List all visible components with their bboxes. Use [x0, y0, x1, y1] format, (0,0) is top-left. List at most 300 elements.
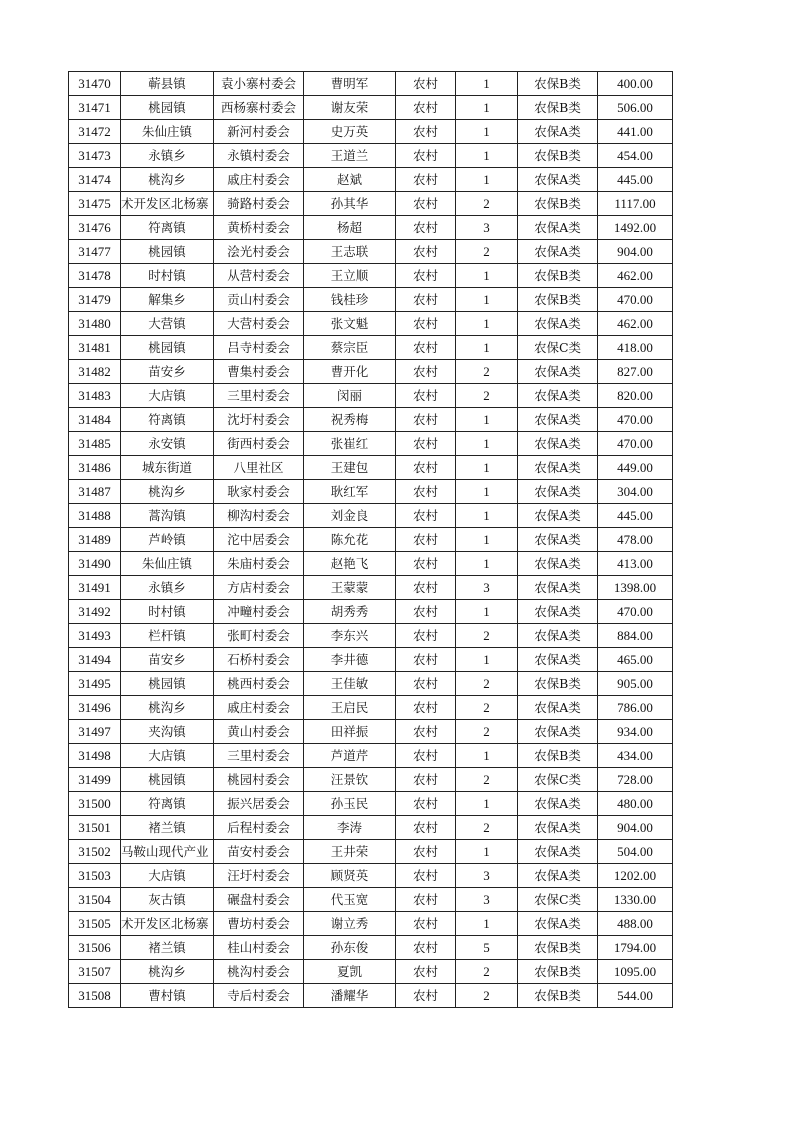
amount-cell: 462.00: [598, 264, 673, 288]
village-cell: 寺后村委会: [214, 984, 304, 1008]
village-cell: 桃西村委会: [214, 672, 304, 696]
category-cell: 农保A类: [518, 576, 598, 600]
village-cell: 永镇村委会: [214, 144, 304, 168]
member-count-cell: 1: [456, 312, 518, 336]
row-id-cell: 31487: [69, 480, 121, 504]
village-cell: 耿家村委会: [214, 480, 304, 504]
name-cell: 李涛: [304, 816, 396, 840]
town-cell: 桃沟乡: [121, 168, 214, 192]
household-type-cell: 农村: [396, 504, 456, 528]
name-cell: 孙东俊: [304, 936, 396, 960]
row-id-cell: 31485: [69, 432, 121, 456]
town-cell: 桃园镇: [121, 96, 214, 120]
name-cell: 钱桂珍: [304, 288, 396, 312]
village-cell: 新河村委会: [214, 120, 304, 144]
table-row: [69, 528, 673, 552]
category-cell: 农保A类: [518, 648, 598, 672]
row-id-cell: 31476: [69, 216, 121, 240]
category-cell: 农保A类: [518, 624, 598, 648]
row-id-cell: 31499: [69, 768, 121, 792]
name-cell: 李东兴: [304, 624, 396, 648]
table-row: [69, 504, 673, 528]
table-row: [69, 600, 673, 624]
amount-cell: 413.00: [598, 552, 673, 576]
name-cell: 耿红军: [304, 480, 396, 504]
household-type-cell: 农村: [396, 816, 456, 840]
town-cell: 桃园镇: [121, 768, 214, 792]
village-cell: 柳沟村委会: [214, 504, 304, 528]
row-id-cell: 31508: [69, 984, 121, 1008]
name-cell: 汪景钦: [304, 768, 396, 792]
town-cell: 大店镇: [121, 864, 214, 888]
category-cell: 农保A类: [518, 456, 598, 480]
row-id-cell: 31502: [69, 840, 121, 864]
row-id-cell: 31505: [69, 912, 121, 936]
amount-cell: 1095.00: [598, 960, 673, 984]
name-cell: 王井荣: [304, 840, 396, 864]
town-cell: 城东街道: [121, 456, 214, 480]
table-row: [69, 960, 673, 984]
household-type-cell: 农村: [396, 264, 456, 288]
category-cell: 农保A类: [518, 720, 598, 744]
row-id-cell: 31494: [69, 648, 121, 672]
town-cell: 桃沟乡: [121, 696, 214, 720]
row-id-cell: 31471: [69, 96, 121, 120]
category-cell: 农保A类: [518, 600, 598, 624]
table-row: [69, 672, 673, 696]
table-row: [69, 72, 673, 96]
household-type-cell: 农村: [396, 528, 456, 552]
amount-cell: 478.00: [598, 528, 673, 552]
town-cell: 术开发区北杨寨: [121, 192, 214, 216]
household-type-cell: 农村: [396, 192, 456, 216]
category-cell: 农保A类: [518, 432, 598, 456]
household-type-cell: 农村: [396, 768, 456, 792]
town-cell: 永镇乡: [121, 576, 214, 600]
amount-cell: 434.00: [598, 744, 673, 768]
name-cell: 谢立秀: [304, 912, 396, 936]
row-id-cell: 31474: [69, 168, 121, 192]
name-cell: 夏凯: [304, 960, 396, 984]
name-cell: 王佳敏: [304, 672, 396, 696]
category-cell: 农保C类: [518, 888, 598, 912]
household-type-cell: 农村: [396, 96, 456, 120]
town-cell: 苗安乡: [121, 360, 214, 384]
amount-cell: 441.00: [598, 120, 673, 144]
household-type-cell: 农村: [396, 312, 456, 336]
household-type-cell: 农村: [396, 480, 456, 504]
amount-cell: 470.00: [598, 600, 673, 624]
name-cell: 王道兰: [304, 144, 396, 168]
household-type-cell: 农村: [396, 888, 456, 912]
member-count-cell: 5: [456, 936, 518, 960]
row-id-cell: 31486: [69, 456, 121, 480]
row-id-cell: 31495: [69, 672, 121, 696]
member-count-cell: 1: [456, 600, 518, 624]
amount-cell: 934.00: [598, 720, 673, 744]
row-id-cell: 31470: [69, 72, 121, 96]
household-type-cell: 农村: [396, 720, 456, 744]
amount-cell: 304.00: [598, 480, 673, 504]
category-cell: 农保A类: [518, 840, 598, 864]
name-cell: 陈允花: [304, 528, 396, 552]
household-type-cell: 农村: [396, 384, 456, 408]
town-cell: 苗安乡: [121, 648, 214, 672]
town-cell: 褚兰镇: [121, 936, 214, 960]
row-id-cell: 31500: [69, 792, 121, 816]
table-row: [69, 264, 673, 288]
village-cell: 桃园村委会: [214, 768, 304, 792]
member-count-cell: 1: [456, 336, 518, 360]
member-count-cell: 1: [456, 96, 518, 120]
table-row: [69, 240, 673, 264]
row-id-cell: 31491: [69, 576, 121, 600]
village-cell: 沱中居委会: [214, 528, 304, 552]
table-row: [69, 576, 673, 600]
category-cell: 农保B类: [518, 288, 598, 312]
town-cell: 桃园镇: [121, 336, 214, 360]
row-id-cell: 31475: [69, 192, 121, 216]
name-cell: 蔡宗臣: [304, 336, 396, 360]
table-row: [69, 432, 673, 456]
amount-cell: 904.00: [598, 816, 673, 840]
village-cell: 三里村委会: [214, 384, 304, 408]
name-cell: 祝秀梅: [304, 408, 396, 432]
table-row: [69, 360, 673, 384]
member-count-cell: 2: [456, 240, 518, 264]
amount-cell: 1330.00: [598, 888, 673, 912]
amount-cell: 449.00: [598, 456, 673, 480]
member-count-cell: 1: [456, 264, 518, 288]
village-cell: 曹集村委会: [214, 360, 304, 384]
table-row: [69, 624, 673, 648]
village-cell: 黄桥村委会: [214, 216, 304, 240]
name-cell: 王启民: [304, 696, 396, 720]
table-row: [69, 768, 673, 792]
table-row: [69, 168, 673, 192]
village-cell: 方店村委会: [214, 576, 304, 600]
table-body: [69, 72, 673, 1008]
category-cell: 农保A类: [518, 216, 598, 240]
table-row: [69, 288, 673, 312]
table-row: [69, 456, 673, 480]
village-cell: 西杨寨村委会: [214, 96, 304, 120]
category-cell: 农保A类: [518, 120, 598, 144]
category-cell: 农保B类: [518, 672, 598, 696]
category-cell: 农保A类: [518, 408, 598, 432]
village-cell: 袁小寨村委会: [214, 72, 304, 96]
amount-cell: 728.00: [598, 768, 673, 792]
village-cell: 黄山村委会: [214, 720, 304, 744]
name-cell: 杨超: [304, 216, 396, 240]
amount-cell: 1117.00: [598, 192, 673, 216]
village-cell: 从营村委会: [214, 264, 304, 288]
row-id-cell: 31483: [69, 384, 121, 408]
town-cell: 蒿沟镇: [121, 504, 214, 528]
amount-cell: 445.00: [598, 168, 673, 192]
town-cell: 大店镇: [121, 384, 214, 408]
member-count-cell: 1: [456, 480, 518, 504]
amount-cell: 400.00: [598, 72, 673, 96]
town-cell: 褚兰镇: [121, 816, 214, 840]
category-cell: 农保C类: [518, 768, 598, 792]
amount-cell: 827.00: [598, 360, 673, 384]
row-id-cell: 31504: [69, 888, 121, 912]
amount-cell: 1794.00: [598, 936, 673, 960]
category-cell: 农保A类: [518, 528, 598, 552]
row-id-cell: 31482: [69, 360, 121, 384]
village-cell: 吕寺村委会: [214, 336, 304, 360]
name-cell: 赵艳飞: [304, 552, 396, 576]
category-cell: 农保B类: [518, 744, 598, 768]
village-cell: 沈圩村委会: [214, 408, 304, 432]
row-id-cell: 31472: [69, 120, 121, 144]
household-type-cell: 农村: [396, 984, 456, 1008]
household-type-cell: 农村: [396, 144, 456, 168]
row-id-cell: 31488: [69, 504, 121, 528]
table-row: [69, 816, 673, 840]
member-count-cell: 3: [456, 576, 518, 600]
household-type-cell: 农村: [396, 912, 456, 936]
table-row: [69, 336, 673, 360]
town-cell: 大营镇: [121, 312, 214, 336]
member-count-cell: 2: [456, 192, 518, 216]
member-count-cell: 2: [456, 768, 518, 792]
category-cell: 农保A类: [518, 504, 598, 528]
member-count-cell: 1: [456, 912, 518, 936]
town-cell: 栏杆镇: [121, 624, 214, 648]
member-count-cell: 1: [456, 168, 518, 192]
household-type-cell: 农村: [396, 120, 456, 144]
category-cell: 农保B类: [518, 264, 598, 288]
town-cell: 符离镇: [121, 792, 214, 816]
village-cell: 桃沟村委会: [214, 960, 304, 984]
name-cell: 王立顺: [304, 264, 396, 288]
amount-cell: 418.00: [598, 336, 673, 360]
town-cell: 桃园镇: [121, 672, 214, 696]
table-row: [69, 384, 673, 408]
amount-cell: 544.00: [598, 984, 673, 1008]
village-cell: 后程村委会: [214, 816, 304, 840]
name-cell: 李井德: [304, 648, 396, 672]
name-cell: 王志联: [304, 240, 396, 264]
amount-cell: 504.00: [598, 840, 673, 864]
amount-cell: 470.00: [598, 432, 673, 456]
name-cell: 谢友荣: [304, 96, 396, 120]
town-cell: 解集乡: [121, 288, 214, 312]
household-type-cell: 农村: [396, 216, 456, 240]
town-cell: 蕲县镇: [121, 72, 214, 96]
amount-cell: 470.00: [598, 288, 673, 312]
name-cell: 曹明军: [304, 72, 396, 96]
category-cell: 农保A类: [518, 168, 598, 192]
member-count-cell: 1: [456, 840, 518, 864]
table-row: [69, 744, 673, 768]
town-cell: 朱仙庄镇: [121, 120, 214, 144]
category-cell: 农保A类: [518, 816, 598, 840]
row-id-cell: 31477: [69, 240, 121, 264]
town-cell: 永安镇: [121, 432, 214, 456]
row-id-cell: 31496: [69, 696, 121, 720]
town-cell: 桃沟乡: [121, 960, 214, 984]
name-cell: 刘金良: [304, 504, 396, 528]
name-cell: 王蒙蒙: [304, 576, 396, 600]
category-cell: 农保A类: [518, 792, 598, 816]
member-count-cell: 2: [456, 384, 518, 408]
village-cell: 朱庙村委会: [214, 552, 304, 576]
household-type-cell: 农村: [396, 600, 456, 624]
member-count-cell: 3: [456, 864, 518, 888]
village-cell: 大营村委会: [214, 312, 304, 336]
member-count-cell: 1: [456, 408, 518, 432]
household-type-cell: 农村: [396, 576, 456, 600]
member-count-cell: 2: [456, 720, 518, 744]
member-count-cell: 1: [456, 432, 518, 456]
member-count-cell: 2: [456, 984, 518, 1008]
town-cell: 桃沟乡: [121, 480, 214, 504]
category-cell: 农保B类: [518, 960, 598, 984]
town-cell: 时村镇: [121, 600, 214, 624]
amount-cell: 1398.00: [598, 576, 673, 600]
category-cell: 农保A类: [518, 360, 598, 384]
row-id-cell: 31498: [69, 744, 121, 768]
amount-cell: 462.00: [598, 312, 673, 336]
household-type-cell: 农村: [396, 168, 456, 192]
village-cell: 八里社区: [214, 456, 304, 480]
household-type-cell: 农村: [396, 936, 456, 960]
town-cell: 灰古镇: [121, 888, 214, 912]
table-row: [69, 984, 673, 1008]
category-cell: 农保A类: [518, 384, 598, 408]
amount-cell: 488.00: [598, 912, 673, 936]
household-type-cell: 农村: [396, 696, 456, 720]
town-cell: 永镇乡: [121, 144, 214, 168]
household-type-cell: 农村: [396, 648, 456, 672]
table-row: [69, 696, 673, 720]
table-row: [69, 408, 673, 432]
village-cell: 贡山村委会: [214, 288, 304, 312]
row-id-cell: 31479: [69, 288, 121, 312]
row-id-cell: 31507: [69, 960, 121, 984]
amount-cell: 1202.00: [598, 864, 673, 888]
name-cell: 孙玉民: [304, 792, 396, 816]
category-cell: 农保B类: [518, 936, 598, 960]
name-cell: 芦道芹: [304, 744, 396, 768]
household-type-cell: 农村: [396, 960, 456, 984]
amount-cell: 1492.00: [598, 216, 673, 240]
household-type-cell: 农村: [396, 624, 456, 648]
row-id-cell: 31497: [69, 720, 121, 744]
row-id-cell: 31481: [69, 336, 121, 360]
name-cell: 张崔红: [304, 432, 396, 456]
name-cell: 孙其华: [304, 192, 396, 216]
category-cell: 农保B类: [518, 96, 598, 120]
table-row: [69, 936, 673, 960]
member-count-cell: 3: [456, 216, 518, 240]
village-cell: 曹坊村委会: [214, 912, 304, 936]
table-row: [69, 912, 673, 936]
town-cell: 朱仙庄镇: [121, 552, 214, 576]
category-cell: 农保A类: [518, 480, 598, 504]
household-type-cell: 农村: [396, 288, 456, 312]
row-id-cell: 31506: [69, 936, 121, 960]
name-cell: 代玉宽: [304, 888, 396, 912]
table-row: [69, 96, 673, 120]
member-count-cell: 2: [456, 816, 518, 840]
household-type-cell: 农村: [396, 840, 456, 864]
row-id-cell: 31489: [69, 528, 121, 552]
member-count-cell: 2: [456, 672, 518, 696]
town-cell: 桃园镇: [121, 240, 214, 264]
household-type-cell: 农村: [396, 336, 456, 360]
category-cell: 农保C类: [518, 336, 598, 360]
row-id-cell: 31501: [69, 816, 121, 840]
member-count-cell: 1: [456, 552, 518, 576]
town-cell: 夹沟镇: [121, 720, 214, 744]
member-count-cell: 2: [456, 696, 518, 720]
member-count-cell: 1: [456, 144, 518, 168]
member-count-cell: 1: [456, 288, 518, 312]
table-row: [69, 216, 673, 240]
member-count-cell: 1: [456, 528, 518, 552]
member-count-cell: 2: [456, 624, 518, 648]
village-cell: 石桥村委会: [214, 648, 304, 672]
amount-cell: 820.00: [598, 384, 673, 408]
table-row: [69, 648, 673, 672]
member-count-cell: 1: [456, 504, 518, 528]
category-cell: 农保A类: [518, 240, 598, 264]
name-cell: 顾贤英: [304, 864, 396, 888]
category-cell: 农保B类: [518, 144, 598, 168]
row-id-cell: 31503: [69, 864, 121, 888]
name-cell: 赵斌: [304, 168, 396, 192]
member-count-cell: 1: [456, 120, 518, 144]
name-cell: 潘耀华: [304, 984, 396, 1008]
household-type-cell: 农村: [396, 552, 456, 576]
category-cell: 农保A类: [518, 552, 598, 576]
household-type-cell: 农村: [396, 72, 456, 96]
table-row: [69, 480, 673, 504]
member-count-cell: 1: [456, 792, 518, 816]
village-cell: 桂山村委会: [214, 936, 304, 960]
member-count-cell: 3: [456, 888, 518, 912]
village-cell: 苗安村委会: [214, 840, 304, 864]
village-cell: 戚庄村委会: [214, 696, 304, 720]
amount-cell: 445.00: [598, 504, 673, 528]
category-cell: 农保B类: [518, 72, 598, 96]
amount-cell: 786.00: [598, 696, 673, 720]
table-row: [69, 864, 673, 888]
amount-cell: 904.00: [598, 240, 673, 264]
name-cell: 张文魁: [304, 312, 396, 336]
village-cell: 振兴居委会: [214, 792, 304, 816]
row-id-cell: 31492: [69, 600, 121, 624]
household-type-cell: 农村: [396, 360, 456, 384]
village-cell: 冲疃村委会: [214, 600, 304, 624]
table-row: [69, 120, 673, 144]
category-cell: 农保A类: [518, 312, 598, 336]
household-type-cell: 农村: [396, 672, 456, 696]
household-type-cell: 农村: [396, 864, 456, 888]
amount-cell: 454.00: [598, 144, 673, 168]
town-cell: 曹村镇: [121, 984, 214, 1008]
category-cell: 农保B类: [518, 192, 598, 216]
table-row: [69, 144, 673, 168]
table-row: [69, 888, 673, 912]
member-count-cell: 1: [456, 744, 518, 768]
category-cell: 农保A类: [518, 912, 598, 936]
member-count-cell: 1: [456, 456, 518, 480]
